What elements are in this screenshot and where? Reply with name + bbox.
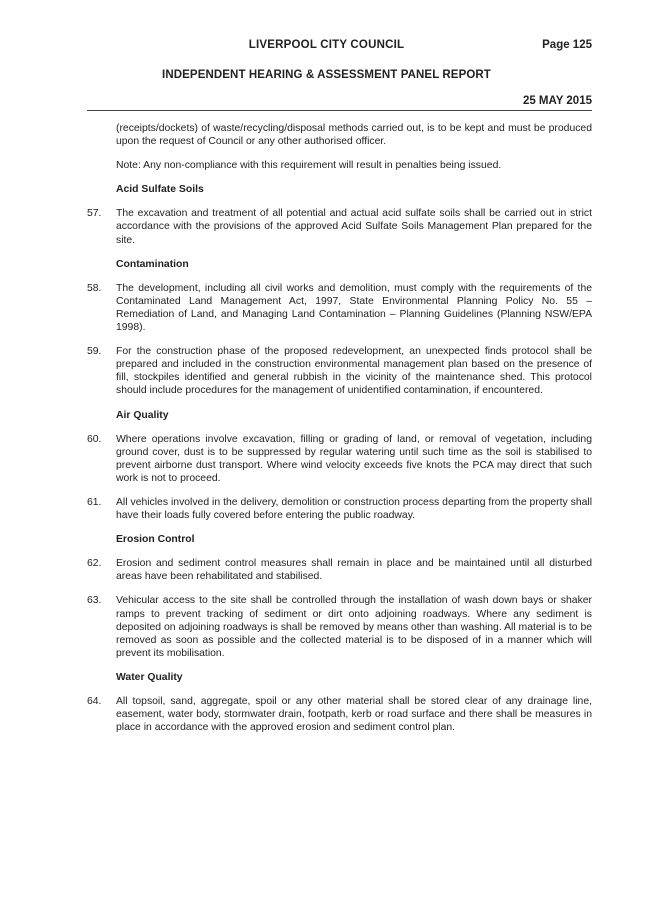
condition-number: 61. bbox=[87, 496, 102, 508]
heading-water-quality: Water Quality bbox=[116, 671, 183, 683]
condition-62 bbox=[87, 557, 592, 583]
condition-59 bbox=[87, 345, 592, 397]
condition-text: For the construction phase of the proposed redevelopment, an unexpected finds protocol shall be prepared and included in the construction environmental management plan based on the presence of fill, stockpiles identified and general rubbish in the vicinity of the maintenance shed. This protocol should include procedures for the management of unidentified contamination, if encountered. bbox=[116, 346, 592, 397]
condition-64 bbox=[87, 695, 592, 734]
condition-number: 59. bbox=[87, 346, 102, 358]
condition-number: 64. bbox=[87, 696, 102, 707]
condition-text: Erosion and sediment control measures shall remain in place and be maintained until all disturbed areas have been rehabilitated and stabilised. bbox=[116, 558, 592, 583]
condition-text: Where operations involve excavation, filling or grading of land, or removal of vegetation, including ground cover, dust is to be suppressed by regular watering until such time as the soil is stabilised to prevent airborne dust transport. Where wind velocity exceeds five knots the PCA may direct that such work is not to proceed. bbox=[116, 433, 592, 484]
condition-number: 60. bbox=[87, 433, 102, 445]
heading-air-quality: Air Quality bbox=[116, 409, 169, 421]
condition-57 bbox=[87, 207, 592, 246]
document-body bbox=[87, 122, 592, 734]
condition-60 bbox=[87, 433, 592, 485]
report-date: 25 MAY 2015 bbox=[522, 95, 592, 107]
council-name: LIVERPOOL CITY COUNCIL bbox=[248, 39, 405, 51]
condition-text: Vehicular access to the site shall be controlled through the installation of wash down bays or shaker ramps to prevent tracking of sediment or dirt onto adjoining roadways. Where any sediment is deposited on adjoining roadways is shall be removed by means other than washing. All material is to be removed as soon as possible and the collected material is to be disposed of in a manner which will prevent its mobilisation. bbox=[116, 595, 592, 659]
report-title: INDEPENDENT HEARING & ASSESSMENT PANEL REPORT bbox=[162, 69, 491, 81]
condition-text: All topsoil, sand, aggregate, spoil or any other material shall be stored clear of any drainage line, easement, water body, stormwater drain, footpath, kerb or road surface and there shall be measures in place in accordance with the approved erosion and sediment control plan. bbox=[116, 696, 592, 734]
condition-text: All vehicles involved in the delivery, demolition or construction process departing from the property shall have their loads fully covered before entering the public roadway. bbox=[116, 496, 592, 522]
continued-paragraph: (receipts/dockets) of waste/recycling/disposal methods carried out, is to be kept and must be produced upon the request of Council or any other authorised officer. bbox=[116, 123, 592, 148]
condition-63 bbox=[87, 594, 592, 659]
condition-text: The excavation and treatment of all potential and actual acid sulfate soils shall be carried out in strict accordance with the provisions of the approved Acid Sulfate Soils Management Plan prepared for the site. bbox=[116, 208, 592, 246]
page-number: Page 125 bbox=[542, 39, 592, 51]
condition-58 bbox=[87, 282, 592, 334]
heading-contamination: Contamination bbox=[116, 258, 189, 270]
condition-text: The development, including all civil works and demolition, must comply with the requirements of the Contaminated Land Management Act, 1997, State Environmental Planning Policy No. 55 – Remediation of Land, and Managing Land Contamination – Planning Guidelines (Planning NSW/EPA 1998). bbox=[116, 282, 592, 334]
condition-number: 62. bbox=[87, 558, 102, 570]
heading-acid-sulfate-soils: Acid Sulfate Soils bbox=[116, 184, 204, 196]
condition-61 bbox=[87, 496, 592, 522]
note-paragraph: Note: Any non-compliance with this requirement will result in penalties being issued. bbox=[116, 160, 502, 172]
header-divider bbox=[87, 110, 592, 111]
condition-number: 63. bbox=[87, 595, 102, 607]
condition-number: 58. bbox=[87, 282, 102, 294]
condition-number: 57. bbox=[87, 208, 102, 220]
heading-erosion-control: Erosion Control bbox=[116, 534, 195, 546]
